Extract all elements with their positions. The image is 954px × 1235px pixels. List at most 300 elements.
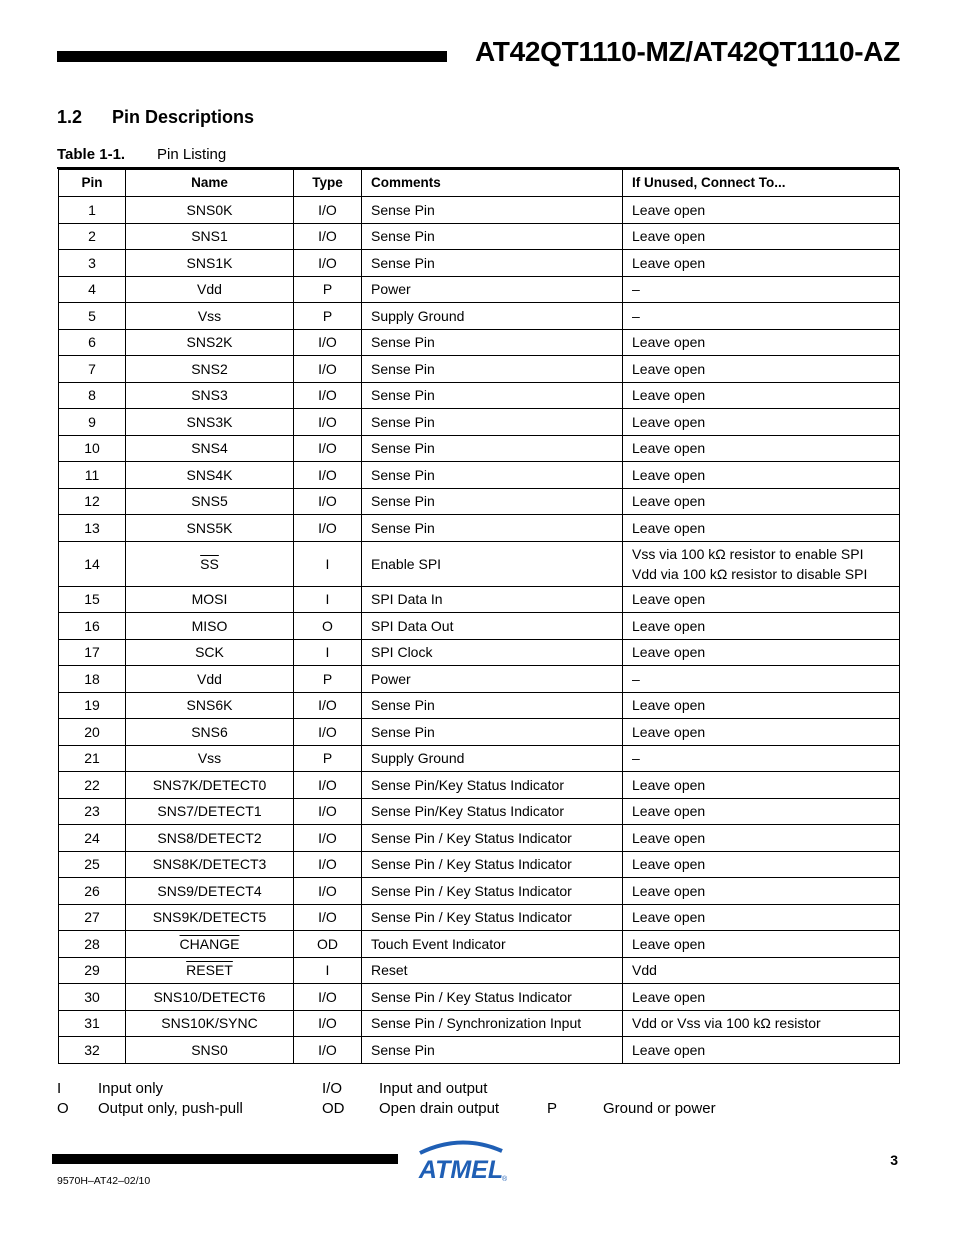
table-row [59,904,900,931]
cell-type [294,382,362,409]
cell-comments [362,772,623,799]
cell-pin-text: 20 [84,723,100,740]
cell-name [126,825,294,852]
cell-type [294,541,362,586]
cell-type [294,931,362,958]
cell-pin-text: 14 [84,555,100,572]
cell-type [294,984,362,1011]
cell-if-unused [623,639,900,666]
cell-if-unused [623,382,900,409]
cell-type [294,356,362,383]
cell-if-unused-text: Leave open [632,803,706,820]
cell-pin [59,1037,126,1064]
cell-if-unused [623,435,900,462]
cell-comments [362,356,623,383]
cell-pin [59,825,126,852]
cell-type [294,586,362,613]
cell-name-text: SNS1 [191,228,228,245]
cell-type [294,515,362,542]
cell-comments-text: Sense Pin [371,387,435,404]
cell-pin [59,719,126,746]
cell-if-unused-text: – [632,750,640,767]
cell-name [126,356,294,383]
cell-pin-text: 30 [84,988,100,1005]
legend-code: P [547,1100,558,1117]
cell-pin [59,904,126,931]
cell-type-text: I/O [318,776,337,793]
cell-if-unused-text: Leave open [632,644,706,661]
cell-name [126,639,294,666]
cell-if-unused [623,276,900,303]
cell-type-text: P [322,307,333,324]
cell-if-unused-text: Leave open [632,519,706,536]
cell-if-unused-text: Leave open [632,882,706,899]
cell-comments-text: Sense Pin [371,1041,435,1058]
cell-comments-text: Sense Pin [371,360,435,377]
cell-comments [362,1010,623,1037]
cell-name [126,904,294,931]
table-row [59,639,900,666]
cell-type [294,1010,362,1037]
cell-comments-text: Sense Pin / Key Status Indicator [371,988,572,1005]
cell-comments-text: Supply Ground [371,307,465,324]
cell-pin [59,1010,126,1037]
cell-type-text: I/O [318,803,337,820]
atmel-logo [414,1137,508,1184]
cell-name-text: Vss [197,307,222,324]
cell-pin-text: 32 [84,1041,100,1058]
cell-if-unused-text: Leave open [632,697,706,714]
cell-type-text: I/O [318,829,337,846]
cell-pin [59,541,126,586]
cell-pin-text: 25 [84,856,100,873]
cell-pin [59,250,126,277]
cell-if-unused-text: Vdd via 100 kΩ resistor to disable SPI [632,565,868,582]
cell-if-unused [623,356,900,383]
table-row [59,692,900,719]
cell-type [294,692,362,719]
cell-type [294,745,362,772]
cell-if-unused [623,878,900,905]
cell-type [294,825,362,852]
cell-name [126,382,294,409]
cell-pin-text: 10 [84,440,100,457]
cell-type-text: I [325,962,330,979]
cell-pin-text: 9 [88,413,96,430]
cell-pin [59,223,126,250]
cell-name [126,197,294,224]
cell-if-unused-text: Leave open [632,723,706,740]
cell-pin [59,586,126,613]
cell-if-unused-text: – [632,670,640,687]
cell-if-unused [623,957,900,984]
cell-type-text: I [325,591,330,608]
cell-type [294,223,362,250]
cell-if-unused-text: Leave open [632,493,706,510]
table-row [59,329,900,356]
cell-name [126,488,294,515]
pin-listing-table [58,169,900,1064]
cell-if-unused-text: Leave open [632,1041,706,1058]
cell-type [294,462,362,489]
cell-comments-text: SPI Data Out [371,617,454,634]
table-row [59,541,900,586]
cell-name [126,515,294,542]
cell-type [294,250,362,277]
cell-type-text: O [322,617,333,634]
table-row [59,462,900,489]
cell-if-unused [623,409,900,436]
cell-if-unused-text: Leave open [632,413,706,430]
cell-name [126,1010,294,1037]
table-row [59,197,900,224]
table-row [59,435,900,462]
cell-if-unused [623,719,900,746]
cell-type-text: OD [317,935,338,952]
cell-comments [362,276,623,303]
cell-name-text: MOSI [191,591,228,608]
cell-if-unused [623,1037,900,1064]
cell-pin [59,409,126,436]
table-row [59,666,900,693]
cell-pin-text: 4 [88,281,96,298]
cell-type-text: P [322,670,333,687]
cell-comments-text: Touch Event Indicator [371,935,506,952]
cell-type-text: I/O [318,254,337,271]
cell-pin-text: 27 [84,909,100,926]
cell-pin [59,488,126,515]
section-title: Pin Descriptions [112,107,255,127]
cell-pin-text: 16 [84,617,100,634]
cell-name-text: SNS2 [191,360,228,377]
cell-comments [362,488,623,515]
cell-name-text: SNS6K [186,697,233,714]
cell-pin [59,745,126,772]
cell-pin [59,515,126,542]
cell-pin [59,798,126,825]
cell-name-text: CHANGE [179,935,240,952]
cell-type-text: I/O [318,201,337,218]
cell-comments-text: Sense Pin [371,697,435,714]
table-row [59,745,900,772]
cell-name-text: SNS8K/DETECT3 [152,856,267,873]
legend-code: I/O [322,1080,343,1097]
cell-name [126,586,294,613]
legend-desc: Ground or power [603,1100,716,1117]
cell-if-unused-text: Leave open [632,935,706,952]
cell-name [126,878,294,905]
cell-type [294,303,362,330]
legend-desc: Input only [98,1080,164,1097]
cell-if-unused-text: Leave open [632,776,706,793]
cell-comments-text: Sense Pin/Key Status Indicator [371,776,564,793]
cell-type-text: P [322,281,333,298]
cell-type-text: I/O [318,697,337,714]
cell-comments [362,541,623,586]
table-row [59,1037,900,1064]
cell-type-text: I/O [318,466,337,483]
cell-comments-text: Power [371,670,411,687]
cell-comments [362,666,623,693]
cell-type [294,957,362,984]
cell-name [126,541,294,586]
table-header-row [59,170,900,197]
cell-pin [59,692,126,719]
cell-if-unused [623,931,900,958]
cell-name [126,745,294,772]
cell-type-text: I/O [318,334,337,351]
cell-comments-text: Sense Pin [371,413,435,430]
cell-name [126,1037,294,1064]
cell-pin-text: 5 [88,307,96,324]
cell-if-unused [623,692,900,719]
cell-if-unused [623,329,900,356]
cell-name-text: Vdd [197,670,222,687]
cell-if-unused [623,541,900,586]
cell-pin-text: 22 [84,776,100,793]
cell-comments-text: Sense Pin [371,519,435,536]
cell-type [294,329,362,356]
cell-type-text: I/O [318,723,337,740]
cell-type [294,1037,362,1064]
cell-name-text: SNS7K/DETECT0 [152,776,267,793]
table-row [59,825,900,852]
cell-pin-text: 8 [88,387,96,404]
cell-name-text: SNS5K [186,519,233,536]
cell-if-unused-text: Vdd [632,962,657,979]
cell-comments-text: Sense Pin [371,334,435,351]
cell-comments [362,515,623,542]
cell-comments-text: Sense Pin / Synchronization Input [371,1015,582,1032]
cell-comments [362,904,623,931]
cell-name-text: SNS10K/SYNC [161,1015,258,1032]
cell-type-text: I/O [318,1015,337,1032]
cell-if-unused [623,798,900,825]
cell-comments-text: Sense Pin [371,493,435,510]
cell-if-unused [623,613,900,640]
cell-type-text: I/O [318,519,337,536]
header-comments: Comments [362,170,623,197]
cell-if-unused [623,223,900,250]
cell-if-unused [623,984,900,1011]
cell-type [294,488,362,515]
cell-pin-text: 6 [88,334,96,351]
cell-comments-text: Sense Pin [371,440,435,457]
cell-name [126,435,294,462]
cell-name-text: SNS10/DETECT6 [153,988,266,1005]
legend-desc: Output only, push-pull [98,1100,243,1117]
cell-type-text: I/O [318,1041,337,1058]
cell-if-unused-text: Leave open [632,617,706,634]
cell-pin-text: 29 [84,962,100,979]
cell-name-text: SNS0K [186,201,233,218]
cell-name [126,613,294,640]
header-bar [57,51,447,62]
cell-if-unused [623,904,900,931]
cell-pin [59,666,126,693]
table-caption-title: Pin Listing [157,146,227,163]
cell-name [126,666,294,693]
cell-comments-text: Sense Pin [371,228,435,245]
cell-pin-text: 18 [84,670,100,687]
cell-name [126,851,294,878]
header-pin: Pin [59,170,126,197]
cell-if-unused [623,772,900,799]
cell-comments [362,957,623,984]
cell-comments-text: Sense Pin / Key Status Indicator [371,829,572,846]
cell-name-text: SNS2K [186,334,233,351]
cell-type-text: I/O [318,360,337,377]
cell-name [126,957,294,984]
cell-name-text: SNS9/DETECT4 [157,882,262,899]
table-caption [57,146,226,163]
cell-type [294,798,362,825]
cell-pin [59,931,126,958]
cell-pin [59,276,126,303]
cell-if-unused [623,462,900,489]
cell-comments [362,462,623,489]
header-name: Name [126,170,294,197]
cell-name [126,223,294,250]
cell-comments [362,1037,623,1064]
cell-pin [59,878,126,905]
legend-code: OD [322,1100,345,1117]
cell-comments [362,692,623,719]
header-type: Type [294,170,362,197]
cell-type [294,666,362,693]
cell-if-unused-text: Leave open [632,466,706,483]
cell-comments-text: Sense Pin/Key Status Indicator [371,803,564,820]
cell-if-unused-text: Leave open [632,360,706,377]
cell-pin-text: 2 [88,228,96,245]
cell-pin-text: 15 [84,591,100,608]
cell-comments [362,329,623,356]
cell-pin [59,382,126,409]
cell-name [126,303,294,330]
cell-if-unused-text: Leave open [632,228,706,245]
cell-comments-text: Reset [371,962,408,979]
cell-comments [362,931,623,958]
cell-pin-text: 12 [84,493,100,510]
cell-type-text: I/O [318,882,337,899]
cell-pin-text: 21 [84,750,100,767]
cell-comments [362,639,623,666]
cell-comments [362,435,623,462]
cell-pin-text: 7 [88,360,96,377]
cell-comments [362,382,623,409]
cell-comments [362,984,623,1011]
cell-type-text: I/O [318,988,337,1005]
cell-type-text: P [322,750,333,767]
cell-if-unused [623,851,900,878]
cell-comments [362,250,623,277]
cell-if-unused [623,197,900,224]
table-row [59,356,900,383]
cell-if-unused [623,825,900,852]
cell-comments-text: Sense Pin / Key Status Indicator [371,856,572,873]
table-row [59,303,900,330]
logo-wordmark: ATMEL [418,1156,504,1184]
table-row [59,586,900,613]
cell-comments [362,223,623,250]
table-row [59,409,900,436]
cell-pin [59,329,126,356]
cell-pin-text: 19 [84,697,100,714]
cell-pin [59,435,126,462]
legend-code: I [57,1080,62,1097]
table-row [59,276,900,303]
cell-name-text: Vdd [197,281,222,298]
cell-type-text: I/O [318,440,337,457]
cell-if-unused-text: – [632,281,640,298]
cell-name [126,329,294,356]
cell-comments-text: SPI Clock [371,644,433,661]
cell-comments [362,303,623,330]
cell-if-unused [623,745,900,772]
cell-pin [59,772,126,799]
cell-comments [362,613,623,640]
legend-code: O [57,1100,69,1117]
cell-if-unused-text: – [632,307,640,324]
cell-name [126,462,294,489]
table-row [59,878,900,905]
cell-if-unused-text: Leave open [632,829,706,846]
cell-pin [59,984,126,1011]
cell-name-text: SNS4 [191,440,228,457]
table-row [59,931,900,958]
cell-comments [362,409,623,436]
cell-if-unused [623,250,900,277]
table-row [59,719,900,746]
cell-name [126,692,294,719]
cell-type-text: I [325,555,330,572]
cell-type-text: I/O [318,413,337,430]
cell-comments [362,851,623,878]
table-row [59,250,900,277]
cell-type-text: I/O [318,909,337,926]
cell-pin-text: 28 [84,935,100,952]
table-caption-label: Table 1-1. [57,146,126,163]
cell-comments [362,878,623,905]
cell-if-unused [623,515,900,542]
cell-type [294,409,362,436]
cell-pin-text: 1 [88,201,96,218]
table-row [59,772,900,799]
table-row [59,488,900,515]
cell-type-text: I [325,644,330,661]
cell-pin [59,613,126,640]
legend-desc: Input and output [379,1080,488,1097]
cell-name [126,276,294,303]
cell-type-text: I/O [318,856,337,873]
cell-if-unused-text: Leave open [632,856,706,873]
cell-type [294,197,362,224]
document-title: AT42QT1110-MZ/AT42QT1110-AZ [474,36,900,67]
cell-name [126,409,294,436]
section-heading [57,107,254,128]
cell-comments-text: Sense Pin [371,466,435,483]
cell-name-text: SNS8/DETECT2 [157,829,262,846]
cell-name-text: SCK [195,644,224,661]
header-if-unused: If Unused, Connect To... [623,170,900,197]
cell-name [126,250,294,277]
cell-if-unused-text: Leave open [632,334,706,351]
cell-type [294,435,362,462]
cell-pin-text: 11 [84,466,100,483]
cell-if-unused-text: Leave open [632,387,706,404]
cell-if-unused-text: Vdd or Vss via 100 kΩ resistor [632,1015,821,1032]
cell-name-text: SNS5 [191,493,228,510]
